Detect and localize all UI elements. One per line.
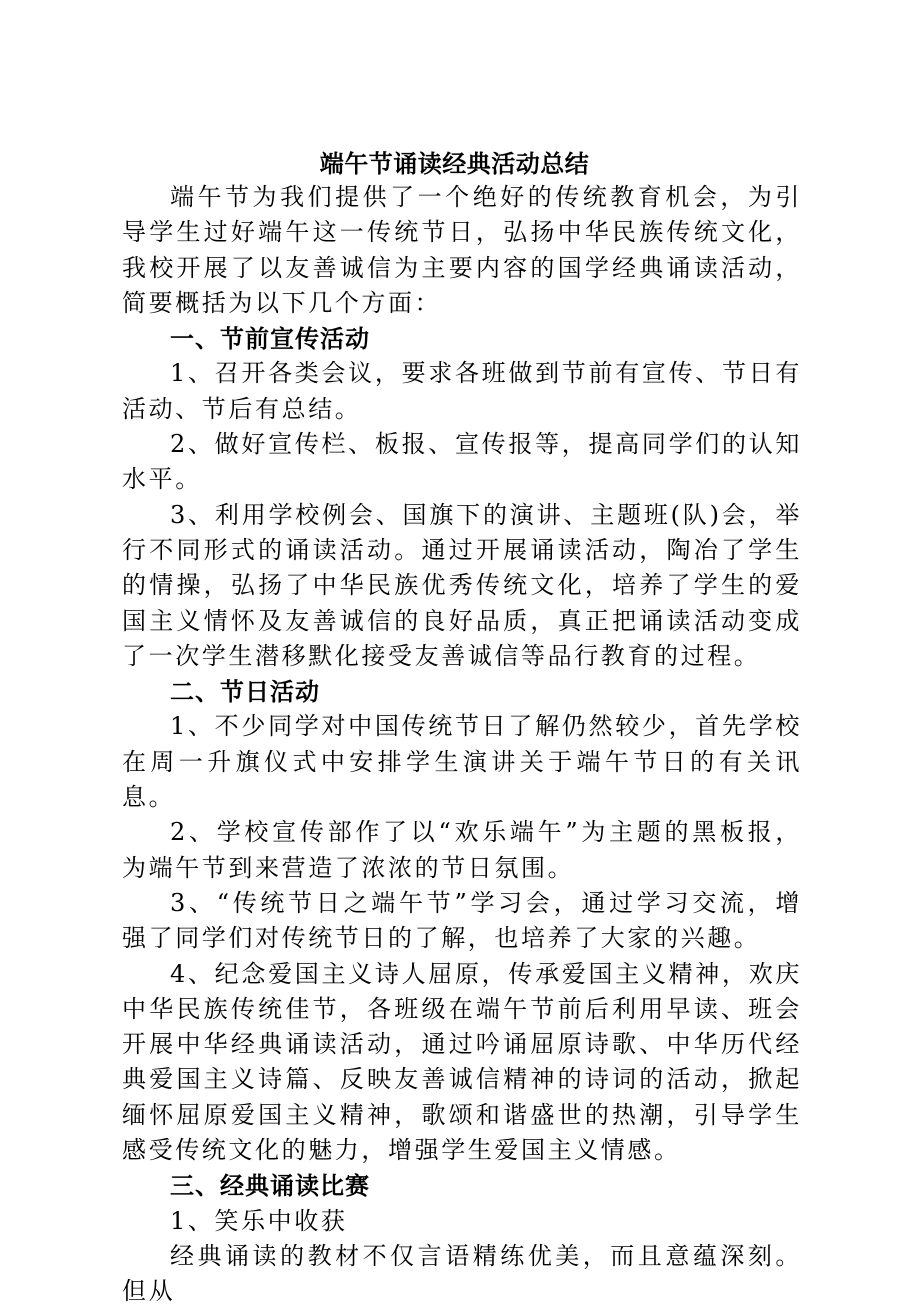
document-body xyxy=(122,180,802,1310)
section-heading-1: 一、节前宣传活动 xyxy=(170,324,370,354)
document-title: 端午节诵读经典活动总结 xyxy=(319,149,590,178)
section2-item-1: 1、不少同学对中国传统节日了解仍然较少，首先学校在周一升旗仪式中安排学生演讲关于端午节日的有关讯息。 xyxy=(122,712,802,812)
section-heading-3: 三、经典诵读比赛 xyxy=(170,1171,370,1201)
section2-item-3: 3、“传统节日之端午节”学习会，通过学习交流，增强了同学们对传统节日的了解，也培养了大家的兴趣。 xyxy=(122,888,802,953)
section3-item-2: 经典诵读的教材不仅言语精练优美，而且意蕴深刻。但从 xyxy=(122,1241,802,1306)
section-heading-2: 二、节日活动 xyxy=(170,677,320,707)
section3-item-1: 1、笑乐中收获 xyxy=(170,1206,348,1235)
intro-paragraph: 端午节为我们提供了一个绝好的传统教育机会，为引导学生过好端午这一传统节日，弘扬中华民族传统文化，我校开展了以友善诚信为主要内容的国学经典诵读活动，简要概括为以下几个方面： xyxy=(122,183,802,317)
section1-item-2: 2、做好宣传栏、板报、宣传报等，提高同学们的认知水平。 xyxy=(122,430,802,494)
section2-item-4: 4、纪念爱国主义诗人屈原，传承爱国主义精神，欢庆中华民族传统佳节，各班级在端午节前后利用早读、班会开展中华经典诵读活动，通过吟诵屈原诗歌、中华历代经典爱国主义诗篇、反映友善诚信精神的诗词的活动，掀起缅怀屈原爱国主义精神，歌颂和谐盛世的热潮，引导学生感受传统文化的魅力，增强学生爱国主义情感。 xyxy=(122,959,802,1165)
section1-item-1: 1、召开各类会议，要求各班做到节前有宣传、节日有活动、节后有总结。 xyxy=(122,359,802,423)
section1-item-3: 3、利用学校例会、国旗下的演讲、主题班(队)会，举行不同形式的诵读活动。通过开展诵读活动，陶冶了学生的情操，弘扬了中华民族优秀传统文化，培养了学生的爱国主义情怀及友善诚信的良好品质，真正把诵读活动变成了一次学生潜移默化接受友善诚信等品行教育的过程。 xyxy=(122,500,802,670)
section2-item-2: 2、学校宣传部作了以“欢乐端午”为主题的黑板报，为端午节到来营造了浓浓的节日氛围。 xyxy=(122,818,802,882)
